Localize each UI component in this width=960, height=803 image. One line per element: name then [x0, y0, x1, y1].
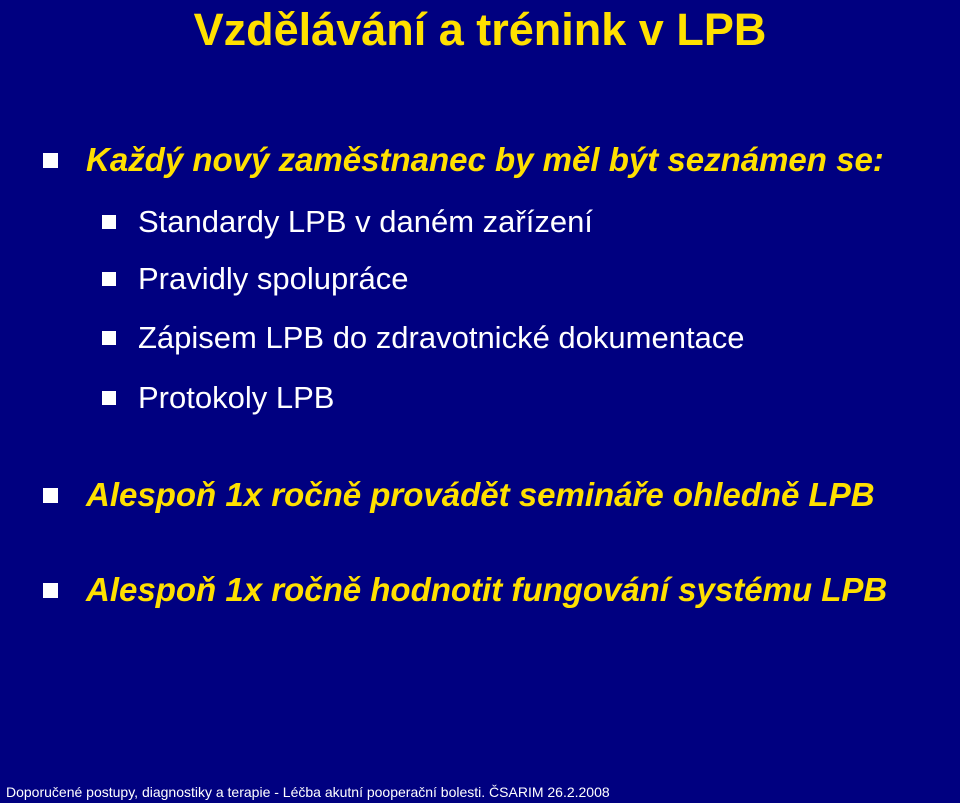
bullet-text: Alespoň 1x ročně hodnotit fungování systému LPB: [86, 571, 888, 608]
bullet-text: Pravidly spolupráce: [138, 261, 409, 296]
bullet-item-level2: [102, 202, 593, 242]
bullet-text: Alespoň 1x ročně provádět semináře ohledně LPB: [86, 476, 875, 513]
bullet-item-level2: [102, 259, 409, 299]
square-bullet-icon: [102, 272, 116, 286]
square-bullet-icon: [43, 488, 58, 503]
slide-footer: Doporučené postupy, diagnostiky a terapie - Léčba akutní pooperační bolesti. ČSARIM 26.2.2008: [6, 784, 610, 800]
bullet-item-level1: [43, 570, 887, 610]
square-bullet-icon: [43, 153, 58, 168]
bullet-item-level2: [102, 318, 745, 358]
square-bullet-icon: [102, 391, 116, 405]
bullet-item-level1: [43, 140, 884, 180]
slide-title: Vzdělávání a trénink v LPB: [193, 4, 767, 55]
bullet-item-level1: [43, 475, 875, 515]
square-bullet-icon: [43, 583, 58, 598]
bullet-text: Standardy LPB v daném zařízení: [138, 204, 593, 239]
square-bullet-icon: [102, 215, 116, 229]
bullet-text: Protokoly LPB: [138, 380, 335, 415]
bullet-item-level2: [102, 378, 334, 418]
square-bullet-icon: [102, 331, 116, 345]
bullet-text: Každý nový zaměstnanec by měl být seznámen se:: [86, 141, 884, 178]
bullet-text: Zápisem LPB do zdravotnické dokumentace: [138, 320, 745, 355]
